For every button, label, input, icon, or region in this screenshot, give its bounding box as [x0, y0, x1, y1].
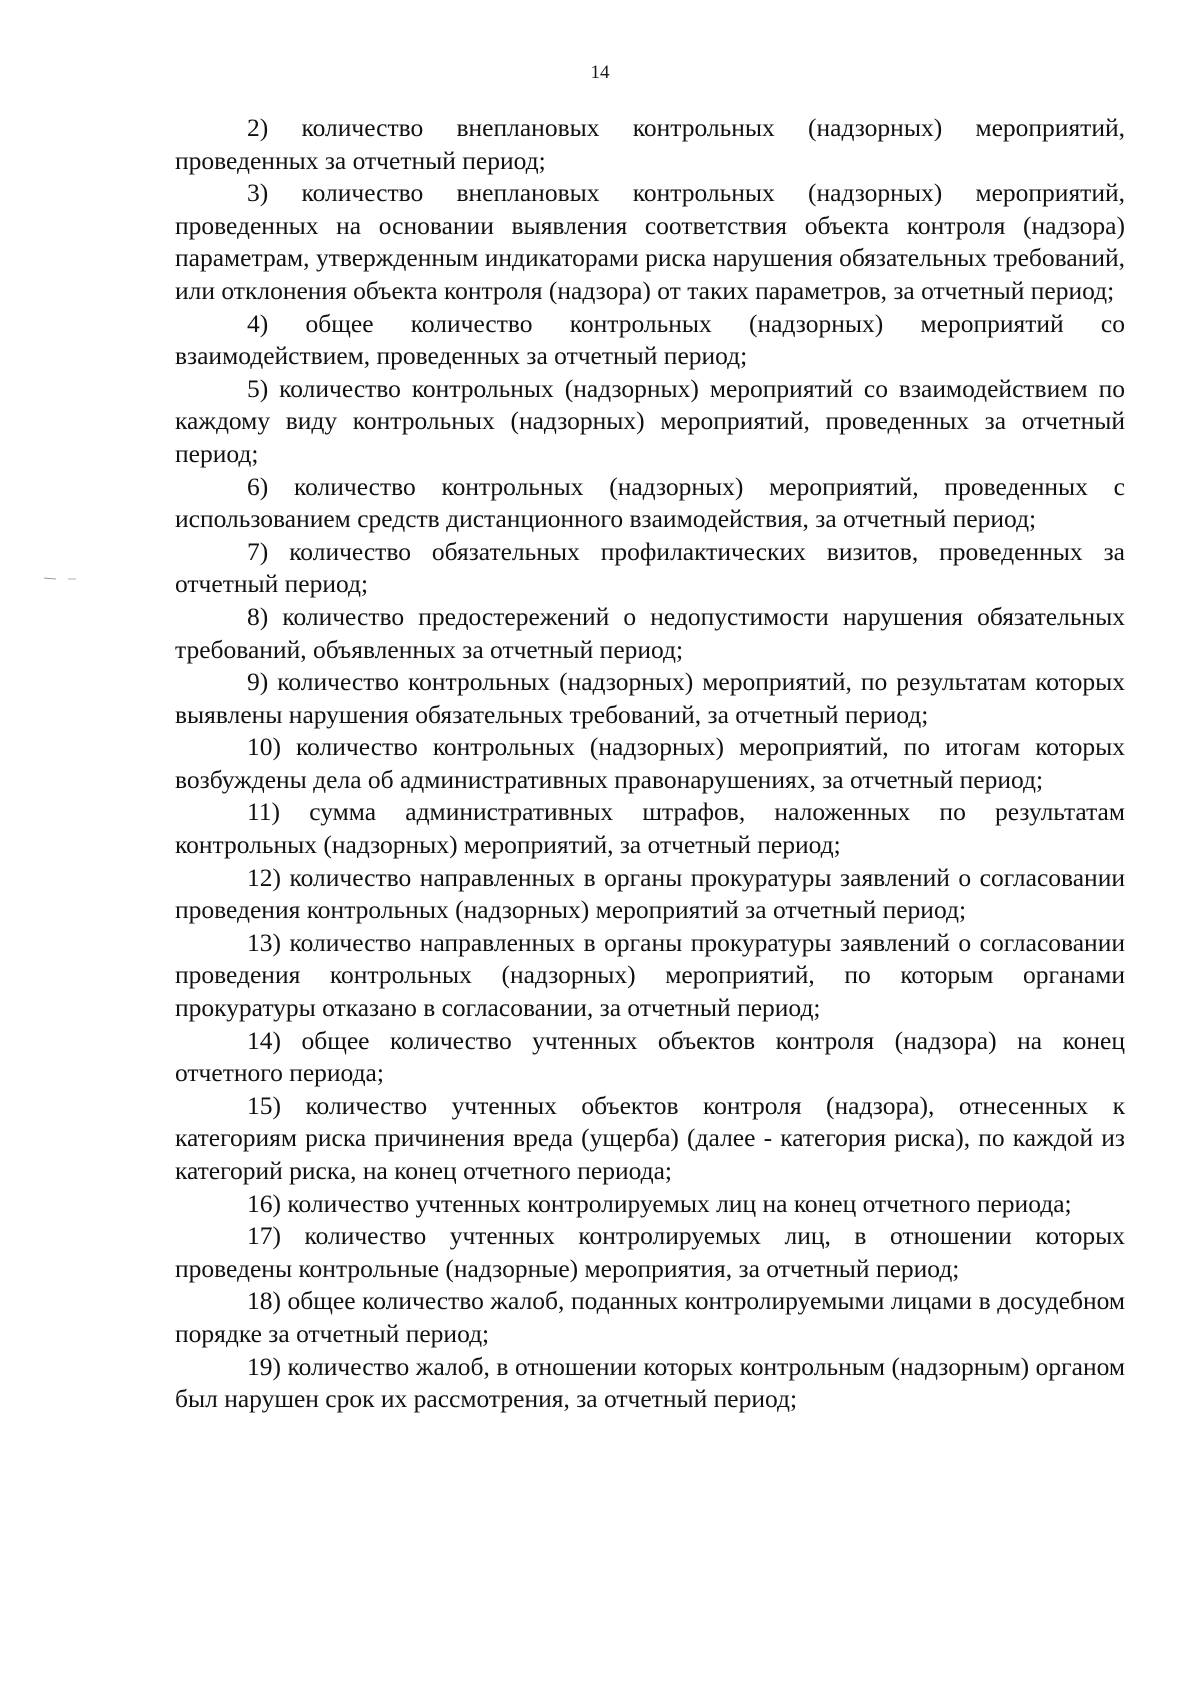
list-item: 14) общее количество учтенных объектов контроля (надзора) на конец отчетного периода;: [175, 1025, 1125, 1088]
list-item: 2) количество внеплановых контрольных (надзорных) мероприятий, проведенных за отчетный период;: [175, 113, 1125, 175]
list-item: 10) количество контрольных (надзорных) мероприятий, по итогам которых возбуждены дела об административных правонарушениях, за отчетный период;: [175, 732, 1125, 794]
list-item: 7) количество обязательных профилактических визитов, проведенных за отчетный период;: [175, 536, 1125, 599]
list-item: 15) количество учтенных объектов контроля (надзора), отнесенных к категориям риска причинения вреда (ущерба) (далее - категория риска), по каждой из категорий риска, на конец отчетного периода;: [175, 1090, 1125, 1185]
list-item: 9) количество контрольных (надзорных) мероприятий, по результатам которых выявлены нарушения обязательных требований, за отчетный период;: [175, 667, 1125, 729]
list-item: 18) общее количество жалоб, поданных контролируемыми лицами в досудебном порядке за отчетный период;: [175, 1286, 1125, 1348]
list-item: 8) количество предостережений о недопустимости нарушения обязательных требований, объявленных за отчетный период;: [175, 601, 1125, 664]
list-item: 3) количество внеплановых контрольных (надзорных) мероприятий, проведенных на основании выявления соответствия объекта контроля (надзора) параметрам, утвержденным индикаторами риска нарушения обязательных требований, или отклонения объекта контроля (надзора) от таких параметров, за отчетный период;: [175, 178, 1125, 305]
list-item: 11) сумма административных штрафов, наложенных по результатам контрольных (надзорных) мероприятий, за отчетный период;: [175, 797, 1125, 860]
list-item: 12) количество направленных в органы прокуратуры заявлений о согласовании проведения контрольных (надзорных) мероприятий за отчетный период;: [175, 862, 1125, 925]
list-item: 4) общее количество контрольных (надзорных) мероприятий со взаимодействием, проведенных за отчетный период;: [175, 308, 1125, 371]
document-body: [175, 112, 1125, 1416]
scan-artifact-mark: [44, 577, 84, 581]
list-item: 17) количество учтенных контролируемых лиц, в отношении которых проведены контрольные (надзорные) мероприятия, за отчетный период;: [175, 1221, 1125, 1283]
list-item: 13) количество направленных в органы прокуратуры заявлений о согласовании проведения контрольных (надзорных) мероприятий, по которым органами прокуратуры отказано в согласовании, за отчетный период;: [175, 927, 1125, 1023]
list-item: 5) количество контрольных (надзорных) мероприятий со взаимодействием по каждому виду контрольных (надзорных) мероприятий, проведенных за отчетный период;: [175, 373, 1125, 468]
list-item: 19) количество жалоб, в отношении которых контрольным (надзорным) органом был нарушен срок их рассмотрения, за отчетный период;: [175, 1351, 1125, 1414]
list-item: 16) количество учтенных контролируемых лиц на конец отчетного периода;: [247, 1188, 1072, 1218]
page-number: 14: [590, 62, 610, 83]
list-item: 6) количество контрольных (надзорных) мероприятий, проведенных с использованием средств дистанционного взаимодействия, за отчетный период;: [175, 471, 1125, 534]
